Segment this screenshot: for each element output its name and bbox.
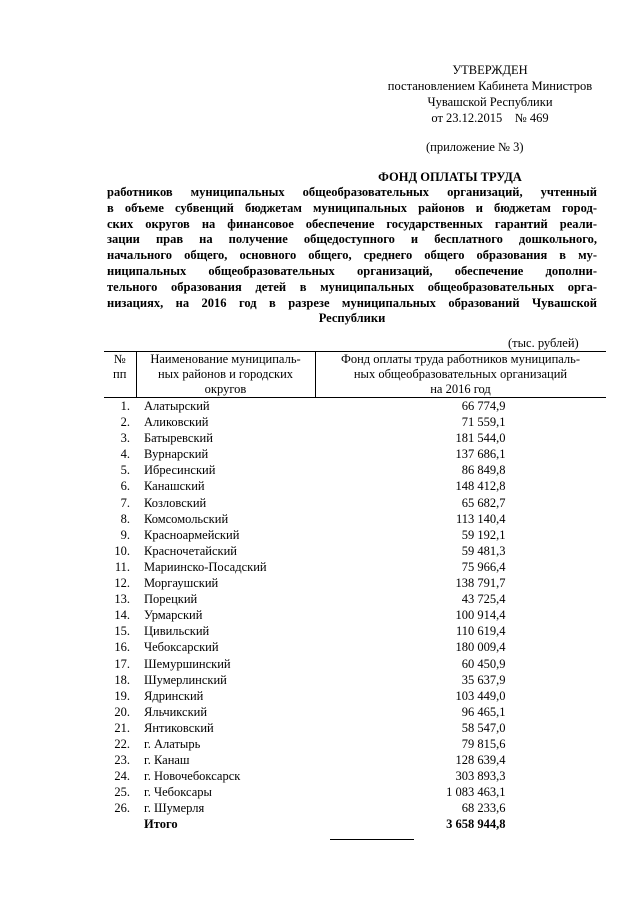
subtitle-line: зации прав на получение общедоступного и бесплатного дошкольного, xyxy=(107,232,597,247)
row-name: Комсомольский xyxy=(144,511,229,526)
header-line: № xyxy=(113,352,126,366)
row-value: 35 637,9 xyxy=(461,672,506,687)
approval-line-4: от 23.12.2015 № 469 xyxy=(431,111,549,125)
table-row xyxy=(104,430,606,446)
header-line: Фонд оплаты труда работников муниципаль- xyxy=(340,352,581,366)
table-row xyxy=(104,688,606,704)
row-name: г. Чебоксары xyxy=(144,785,212,800)
row-name: г. Шумерля xyxy=(144,801,205,816)
table-row xyxy=(104,398,606,415)
row-name: Красноармейский xyxy=(144,527,240,542)
row-number: 16. xyxy=(114,640,130,655)
approval-stamp xyxy=(340,62,640,126)
row-name: Ядринский xyxy=(144,688,204,703)
row-number: 7. xyxy=(120,495,130,510)
table-row xyxy=(104,784,606,800)
row-name: Вурнарский xyxy=(144,447,209,462)
row-value: 1 083 463,1 xyxy=(446,785,506,800)
row-value: 71 559,1 xyxy=(461,415,506,430)
row-value: 137 686,1 xyxy=(455,447,506,462)
subtitle-line: тельного образования детей в муниципальных общеобразовательных орга- xyxy=(107,279,597,294)
row-value: 43 725,4 xyxy=(461,592,506,607)
row-name: г. Алатырь xyxy=(144,736,201,751)
row-number: 15. xyxy=(114,624,130,639)
table-header xyxy=(104,352,606,398)
table-row xyxy=(104,559,606,575)
row-value: 148 412,8 xyxy=(455,479,506,494)
table-body xyxy=(104,398,606,833)
row-name: Урмарский xyxy=(144,608,203,623)
approval-line-3: Чувашской Республики xyxy=(427,95,553,109)
row-name: Канашский xyxy=(144,479,205,494)
subtitle-line: ских округов на финансовое обеспечение государственных гарантий реали- xyxy=(107,216,597,231)
row-name: Аликовский xyxy=(144,415,209,430)
table-row xyxy=(104,462,606,478)
table-row xyxy=(104,752,606,768)
header-line: округов xyxy=(204,382,247,396)
header-line: Наименование муниципаль- xyxy=(150,352,301,366)
row-value: 180 009,4 xyxy=(455,640,506,655)
row-name: Порецкий xyxy=(144,592,198,607)
row-value: 128 639,4 xyxy=(455,753,506,768)
row-number: 13. xyxy=(114,592,130,607)
row-name: Красночетайский xyxy=(144,543,237,558)
row-number: 18. xyxy=(114,672,130,687)
row-name: Алатырский xyxy=(144,399,210,413)
header-line: ных общеобразовательных организаций xyxy=(353,367,568,381)
row-number: 14. xyxy=(114,608,130,623)
table-row xyxy=(104,704,606,720)
row-name: Шумерлинский xyxy=(144,672,227,687)
total-label: Итого xyxy=(144,817,178,832)
row-name: Чебоксарский xyxy=(144,640,219,655)
row-number: 23. xyxy=(114,753,130,768)
row-number: 25. xyxy=(114,785,130,800)
subtitle-line: низациях, на 2016 год в разрезе муниципальных образований Чувашской xyxy=(107,295,597,310)
units-label: (тыс. рублей) xyxy=(508,336,579,350)
row-number: 8. xyxy=(120,511,130,526)
table-row xyxy=(104,800,606,816)
row-value: 96 465,1 xyxy=(461,704,506,719)
row-name: Моргаушский xyxy=(144,576,219,591)
row-name: Цивильский xyxy=(144,624,210,639)
row-name: г. Канаш xyxy=(144,753,190,768)
row-value: 59 481,3 xyxy=(461,543,506,558)
header-line: ных районов и городских xyxy=(157,367,294,381)
row-number: 10. xyxy=(114,543,130,558)
row-value: 59 192,1 xyxy=(461,527,506,542)
row-name: Шемуршинский xyxy=(144,656,231,671)
row-number: 21. xyxy=(114,720,130,735)
table-row xyxy=(104,446,606,462)
column-header-name xyxy=(136,352,315,398)
subtitle-line: в объеме субвенций бюджетам муниципальных районов и бюджетам город- xyxy=(107,200,597,215)
document-subtitle xyxy=(107,185,597,327)
row-number: 17. xyxy=(114,656,130,671)
row-value: 75 966,4 xyxy=(461,559,506,574)
approval-line-2: постановлением Кабинета Министров xyxy=(387,79,593,93)
row-value: 68 233,6 xyxy=(461,801,506,816)
table-row xyxy=(104,720,606,736)
row-name: г. Новочебоксарск xyxy=(144,769,241,784)
row-number: 22. xyxy=(114,736,130,751)
row-value: 100 914,4 xyxy=(455,608,506,623)
column-header-number xyxy=(104,352,136,398)
table-row xyxy=(104,639,606,655)
subtitle-line: Республики xyxy=(318,311,386,326)
row-value: 103 449,0 xyxy=(455,688,506,703)
table-row xyxy=(104,672,606,688)
table-row xyxy=(104,736,606,752)
row-number: 5. xyxy=(120,463,130,478)
row-value: 65 682,7 xyxy=(461,495,506,510)
header-line: пп xyxy=(113,367,127,381)
document-title: ФОНД ОПЛАТЫ ТРУДА xyxy=(378,170,522,184)
table-row xyxy=(104,543,606,559)
subtitle-line: начального общего, основного общего, среднего общего образования в му- xyxy=(107,248,597,263)
row-value: 86 849,8 xyxy=(461,463,506,478)
row-number: 1. xyxy=(120,399,130,413)
appendix-label: (приложение № 3) xyxy=(426,140,524,154)
payroll-table xyxy=(104,351,606,833)
closing-rule xyxy=(330,839,414,840)
header-line: на 2016 год xyxy=(430,382,491,396)
row-number: 4. xyxy=(120,447,130,462)
row-number: 3. xyxy=(120,431,130,446)
table-row xyxy=(104,511,606,527)
table-row xyxy=(104,591,606,607)
row-number: 9. xyxy=(120,527,130,542)
table-row xyxy=(104,495,606,511)
table-row xyxy=(104,768,606,784)
row-name: Яльчикский xyxy=(144,704,208,719)
table-row xyxy=(104,656,606,672)
table-row xyxy=(104,478,606,494)
subtitle-line: ниципальных общеобразовательных организаций, обеспечение дополни- xyxy=(107,263,597,278)
row-number: 19. xyxy=(114,688,130,703)
row-number: 20. xyxy=(114,704,130,719)
total-number xyxy=(104,816,136,832)
total-value: 3 658 944,8 xyxy=(446,817,506,832)
table-row xyxy=(104,414,606,430)
row-number: 24. xyxy=(114,769,130,784)
row-name: Янтиковский xyxy=(144,720,214,735)
row-value: 110 619,4 xyxy=(455,624,506,639)
row-value: 79 815,6 xyxy=(461,736,506,751)
subtitle-line: работников муниципальных общеобразовательных организаций, учтенный xyxy=(107,185,597,199)
table-row xyxy=(104,623,606,639)
table-row xyxy=(104,527,606,543)
row-number: 2. xyxy=(120,415,130,430)
row-number: 26. xyxy=(114,801,130,816)
table-header-row xyxy=(104,352,606,398)
row-name: Козловский xyxy=(144,495,207,510)
table-row xyxy=(104,607,606,623)
row-value: 181 544,0 xyxy=(455,431,506,446)
row-value: 60 450,9 xyxy=(461,656,506,671)
column-header-fund xyxy=(315,352,606,398)
row-number: 6. xyxy=(120,479,130,494)
row-name: Батыревский xyxy=(144,431,213,446)
total-row xyxy=(104,816,606,832)
row-name: Ибресинский xyxy=(144,463,216,478)
row-value: 58 547,0 xyxy=(461,720,506,735)
approval-line-1: УТВЕРЖДЕН xyxy=(452,63,528,77)
row-value: 66 774,9 xyxy=(461,399,506,413)
row-number: 11. xyxy=(114,559,130,574)
row-number: 12. xyxy=(114,576,130,591)
row-value: 303 893,3 xyxy=(455,769,506,784)
row-name: Мариинско-Посадский xyxy=(144,559,267,574)
table-row xyxy=(104,575,606,591)
row-value: 138 791,7 xyxy=(455,576,506,591)
row-value: 113 140,4 xyxy=(455,511,506,526)
